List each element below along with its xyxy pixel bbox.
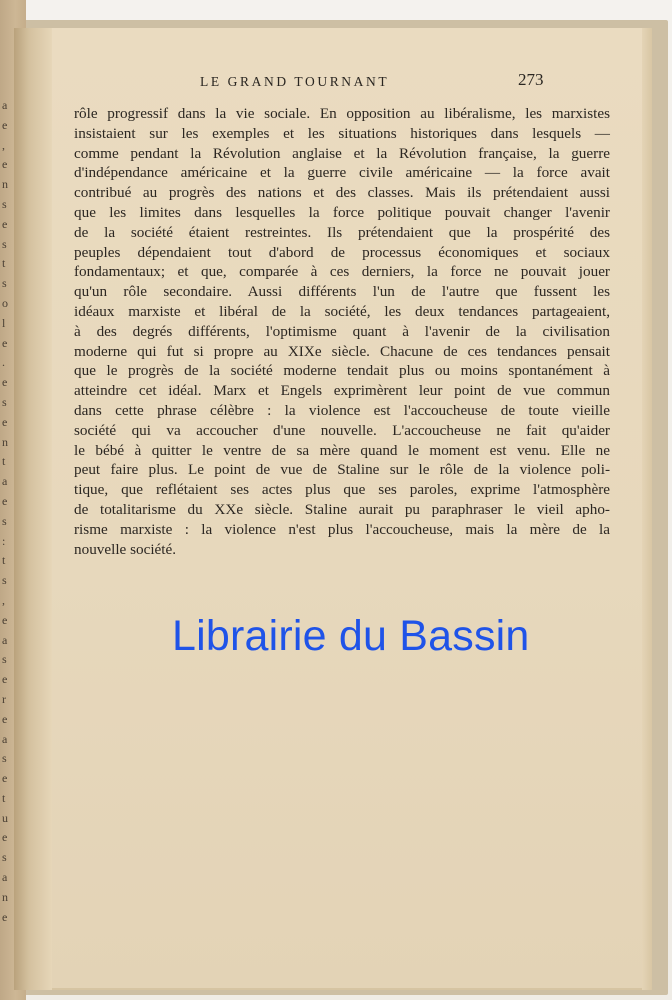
text-line: rôle progressif dans la vie sociale. En opposition au libéralisme, les marxistes — [74, 105, 610, 122]
text-line: peut faire plus. Le point de vue de Staline sur le rôle de la violence poli- — [74, 461, 610, 479]
text-line: que le progrès de la société moderne tendait plus ou moins spontanément à — [74, 362, 610, 380]
page-fore-edge — [642, 28, 652, 990]
text-line: le bébé à quitter le ventre de sa mère quand le moment est venu. Elle ne — [74, 441, 610, 459]
text-line: insistaient sur les exemples et les situations historiques dans lesquels — — [74, 124, 610, 142]
text-line: tique, que reflétaient ses actes plus que ses paroles, exprime l'atmosphère — [74, 481, 610, 499]
book-page — [14, 28, 652, 990]
text-line: dans cette phrase célèbre : la violence est l'accoucheuse de toute vieille — [74, 401, 610, 419]
running-title: LE GRAND TOURNANT — [200, 74, 390, 89]
seller-watermark: Librairie du Bassin — [172, 612, 530, 660]
page-number: 273 — [518, 70, 544, 89]
page-gutter — [14, 28, 52, 990]
text-line: que les limites dans lesquelles la force politique pouvait changer l'avenir — [74, 203, 610, 221]
facing-page-glyphs: a e , e n s e s t s o l e . e s e n t a e s : t s , e a s e r e a s e t u e s a n e — [2, 98, 8, 924]
text-line: moderne qui fut si propre au XIXe siècle. Chacune de ces tendances pensait — [74, 342, 610, 360]
text-line: contribué au progrès des nations et des classes. Mais ils prétendaient aussi — [74, 184, 610, 202]
text-line: société qui va accoucher d'une nouvelle. L'accoucheuse ne fait qu'aider — [74, 421, 610, 439]
text-line: nouvelle société. — [74, 540, 177, 558]
body-paragraph — [74, 104, 610, 559]
text-line: peuples dépendaient tout d'abord de processus économiques et sociaux — [74, 243, 610, 261]
text-line: à des degrés différents, l'optimisme quant à l'avenir de la civilisation — [74, 322, 610, 340]
text-line: de totalitarisme du XXe siècle. Staline aurait pu paraphraser le vieil apho- — [74, 500, 610, 518]
text-line: atteindre cet idéal. Marx et Engels exprimèrent leur point de vue commun — [74, 382, 610, 400]
text-line: risme marxiste : la violence n'est plus l'accoucheuse, mais la mère de la — [74, 520, 610, 538]
text-line: d'indépendance américaine et la guerre civile américaine — la force avait — [74, 164, 610, 182]
text-line: qu'un rôle secondaire. Aussi différents l'un de l'autre que fussent les — [74, 283, 610, 301]
text-line: comme pendant la Révolution anglaise et la Révolution française, la guerre — [74, 144, 610, 162]
page-header — [14, 70, 652, 94]
text-line: fondamentaux; et que, comparée à ces derniers, la force ne pouvait jouer — [74, 263, 610, 281]
text-line: de la société étaient restreintes. Ils prétendaient que la prospérité des — [74, 223, 610, 241]
text-line: idéaux marxiste et libéral de la société, les deux tendances partageaient, — [74, 302, 610, 320]
